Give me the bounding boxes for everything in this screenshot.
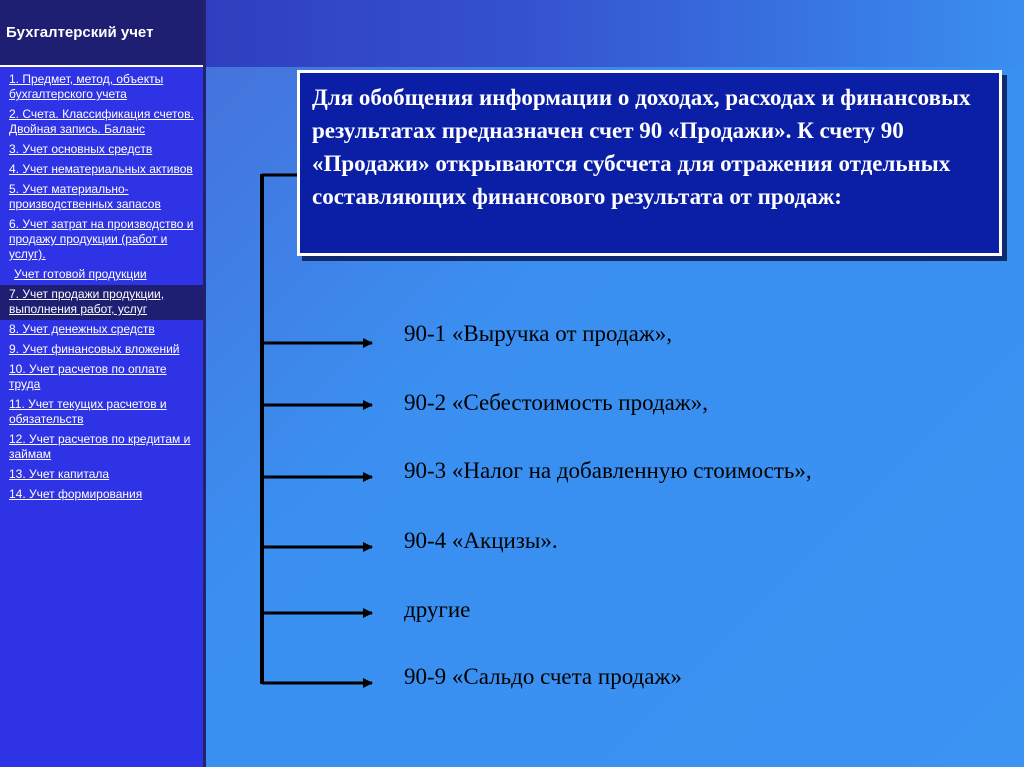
subaccount-90-9: 90-9 «Сальдо счета продаж» [404,664,682,689]
sidebar-item-subject-method[interactable]: 1. Предмет, метод, объекты бухгалтерского учета [9,72,164,101]
sidebar-item-payroll[interactable]: 10. Учет расчетов по оплате труда [9,362,167,391]
subaccount-90-1: 90-1 «Выручка от продаж», [404,321,672,346]
sidebar-item-loans[interactable]: 12. Учет расчетов по кредитам и займам [9,432,191,461]
subaccount-90-3: 90-3 «Налог на добавленную стоимость», [404,458,812,483]
sidebar-item-formation[interactable]: 14. Учет формирования [9,487,143,501]
sidebar-item-current-liabilities[interactable]: 11. Учет текущих расчетов и обязательств [9,397,167,426]
sidebar-item-finished-goods[interactable]: Учет готовой продукции [14,267,147,281]
sidebar-item-fixed-assets[interactable]: 3. Учет основных средств [9,142,153,156]
subaccount-90-4: 90-4 «Акцизы». [404,528,558,553]
sidebar-item-intangible-assets[interactable]: 4. Учет нематериальных активов [9,162,193,176]
sidebar-item-sales[interactable]: 7. Учет продажи продукции, выполнения работ, услуг [0,285,205,320]
sidebar-item-inventories[interactable]: 5. Учет материально-производственных запасов [9,182,161,211]
subaccount-90-2: 90-2 «Себестоимость продаж», [404,390,709,415]
sidebar-header: Бухгалтерский учет [0,0,205,67]
subaccount-other: другие [404,597,471,622]
definition-box [297,70,1002,256]
sidebar-item-production-costs[interactable]: 6. Учет затрат на производство и продажу продукции (работ и услуг). [9,217,194,261]
sidebar-item-accounts[interactable]: 2. Счета. Классификация счетов. Двойная запись. Баланс [9,107,194,136]
definition-text: Для обобщения информации о доходах, расходах и финансовых результатах предназначен счет 90 «Продажи». К счету 90 «Продажи» открываются субсчета для отражения отдельных составляющих финансового результата от продаж: [312,85,971,209]
sidebar-item-financial-investments[interactable]: 9. Учет финансовых вложений [9,342,180,356]
sidebar-item-capital[interactable]: 13. Учет капитала [9,467,110,481]
sidebar-item-cash[interactable]: 8. Учет денежных средств [9,322,155,336]
